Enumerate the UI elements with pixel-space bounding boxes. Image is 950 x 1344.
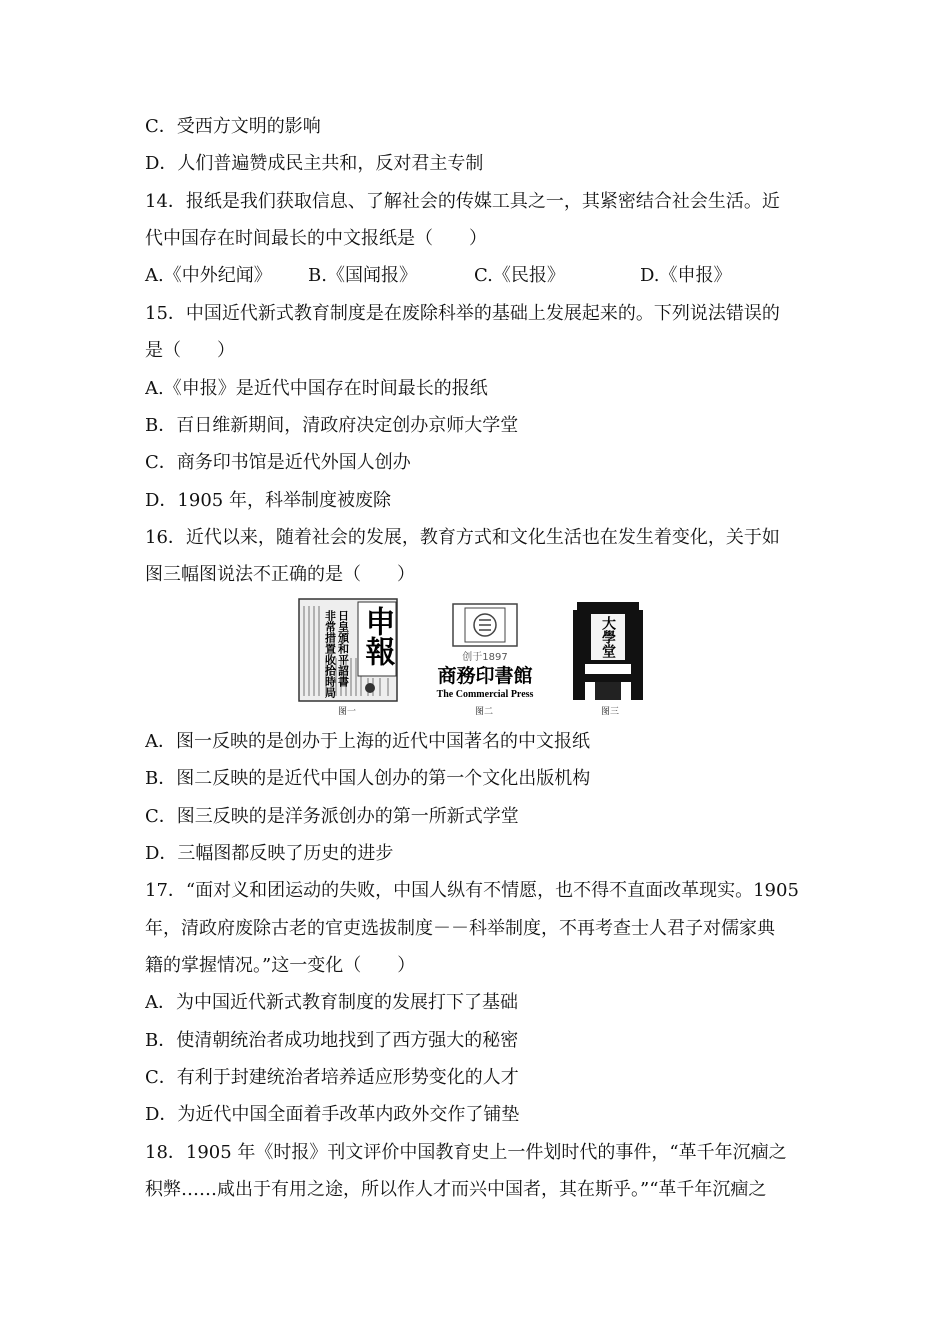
figure-2 xyxy=(415,598,555,717)
q14-option-d: D.《申报》 xyxy=(640,265,732,286)
q17-stem-line2: 年，清政府废除古老的官吏选拔制度－－科举制度，不再考查士人君子对儒家典 xyxy=(145,918,775,939)
q17-option-c: C．有利于封建统治者培养适应形势变化的人才 xyxy=(145,1067,519,1088)
fig3-plaque: 大學堂 xyxy=(600,616,616,658)
q15-option-d: D．1905 年，科举制度被废除 xyxy=(145,490,391,511)
q17-stem-line3: 籍的掌握情况。”这一变化（ ） xyxy=(145,955,416,976)
figure-3 xyxy=(573,598,643,717)
q15-stem-line1: 15．中国近代新式教育制度是在废除科举的基础上发展起来的。下列说法错误的 xyxy=(145,303,780,324)
q16-stem-line1: 16．近代以来，随着社会的发展，教育方式和文化生活也在发生着变化，关于如 xyxy=(145,527,780,548)
q14-options xyxy=(145,264,815,288)
fig2-name-en: The Commercial Press xyxy=(436,689,534,700)
commercial-press-logo-image xyxy=(415,598,555,702)
q16-stem-line2: 图三幅图说法不正确的是（ ） xyxy=(145,564,415,585)
fig2-name-cn: 商務印書館 xyxy=(437,665,533,687)
q15-option-a: A.《申报》是近代中国存在时间最长的报纸 xyxy=(145,378,488,399)
figure-1-caption: 图一 xyxy=(338,707,357,717)
q16-option-c: C．图三反映的是洋务派创办的第一所新式学堂 xyxy=(145,806,519,827)
figure-2-caption: 图二 xyxy=(475,707,494,717)
fig1-headline-2: 日皇頒和平詔書 xyxy=(336,610,350,687)
q17-option-b: B．使清朝统治者成功地找到了西方强大的秘密 xyxy=(145,1030,519,1051)
q14-option-b: B.《国闻报》 xyxy=(308,265,417,286)
figure-3-caption: 图三 xyxy=(601,707,620,717)
q16-figures xyxy=(290,598,650,720)
q16-option-b: B．图二反映的是近代中国人创办的第一个文化出版机构 xyxy=(145,768,591,789)
fig1-masthead: 申報 xyxy=(359,606,395,666)
q18-stem-line2: 积弊……咸出于有用之途，所以作人才而兴中国者，其在斯乎。”“革千年沉痼之 xyxy=(145,1179,767,1200)
shenbao-newspaper-image xyxy=(298,598,398,702)
fig2-founded: 创于1897 xyxy=(462,652,508,663)
q15-option-c: C．商务印书馆是近代外国人创办 xyxy=(145,452,411,473)
q17-option-d: D．为近代中国全面着手改革内政外交作了铺垫 xyxy=(145,1104,520,1125)
q14-option-c: C.《民报》 xyxy=(474,265,565,286)
q15-option-b: B．百日维新期间，清政府决定创办京师大学堂 xyxy=(145,415,519,436)
fig1-headline-1: 非常措置收拾時局 xyxy=(323,610,337,698)
q17-option-a: A．为中国近代新式教育制度的发展打下了基础 xyxy=(145,992,518,1013)
q14-stem-line2: 代中国存在时间最长的中文报纸是（ ） xyxy=(145,228,487,249)
q16-option-a: A．图一反映的是创办于上海的近代中国著名的中文报纸 xyxy=(145,731,590,752)
figure-1 xyxy=(298,598,398,717)
university-gate-image xyxy=(573,598,643,702)
q14-option-a: A.《中外纪闻》 xyxy=(145,265,272,286)
q13-option-c: C．受西方文明的影响 xyxy=(145,116,321,137)
q13-option-d: D．人们普遍赞成民主共和，反对君主专制 xyxy=(145,153,484,174)
q18-stem-line1: 18．1905 年《时报》刊文评价中国教育史上一件划时代的事件，“革千年沉痼之 xyxy=(145,1142,787,1163)
q14-stem-line1: 14．报纸是我们获取信息、了解社会的传媒工具之一，其紧密结合社会生活。近 xyxy=(145,191,780,212)
q17-stem-line1: 17．“面对义和团运动的失败，中国人纵有不情愿，也不得不直面改革现实。1905 xyxy=(145,880,799,901)
q16-option-d: D．三幅图都反映了历史的进步 xyxy=(145,843,394,864)
q15-stem-line2: 是（ ） xyxy=(145,340,235,361)
